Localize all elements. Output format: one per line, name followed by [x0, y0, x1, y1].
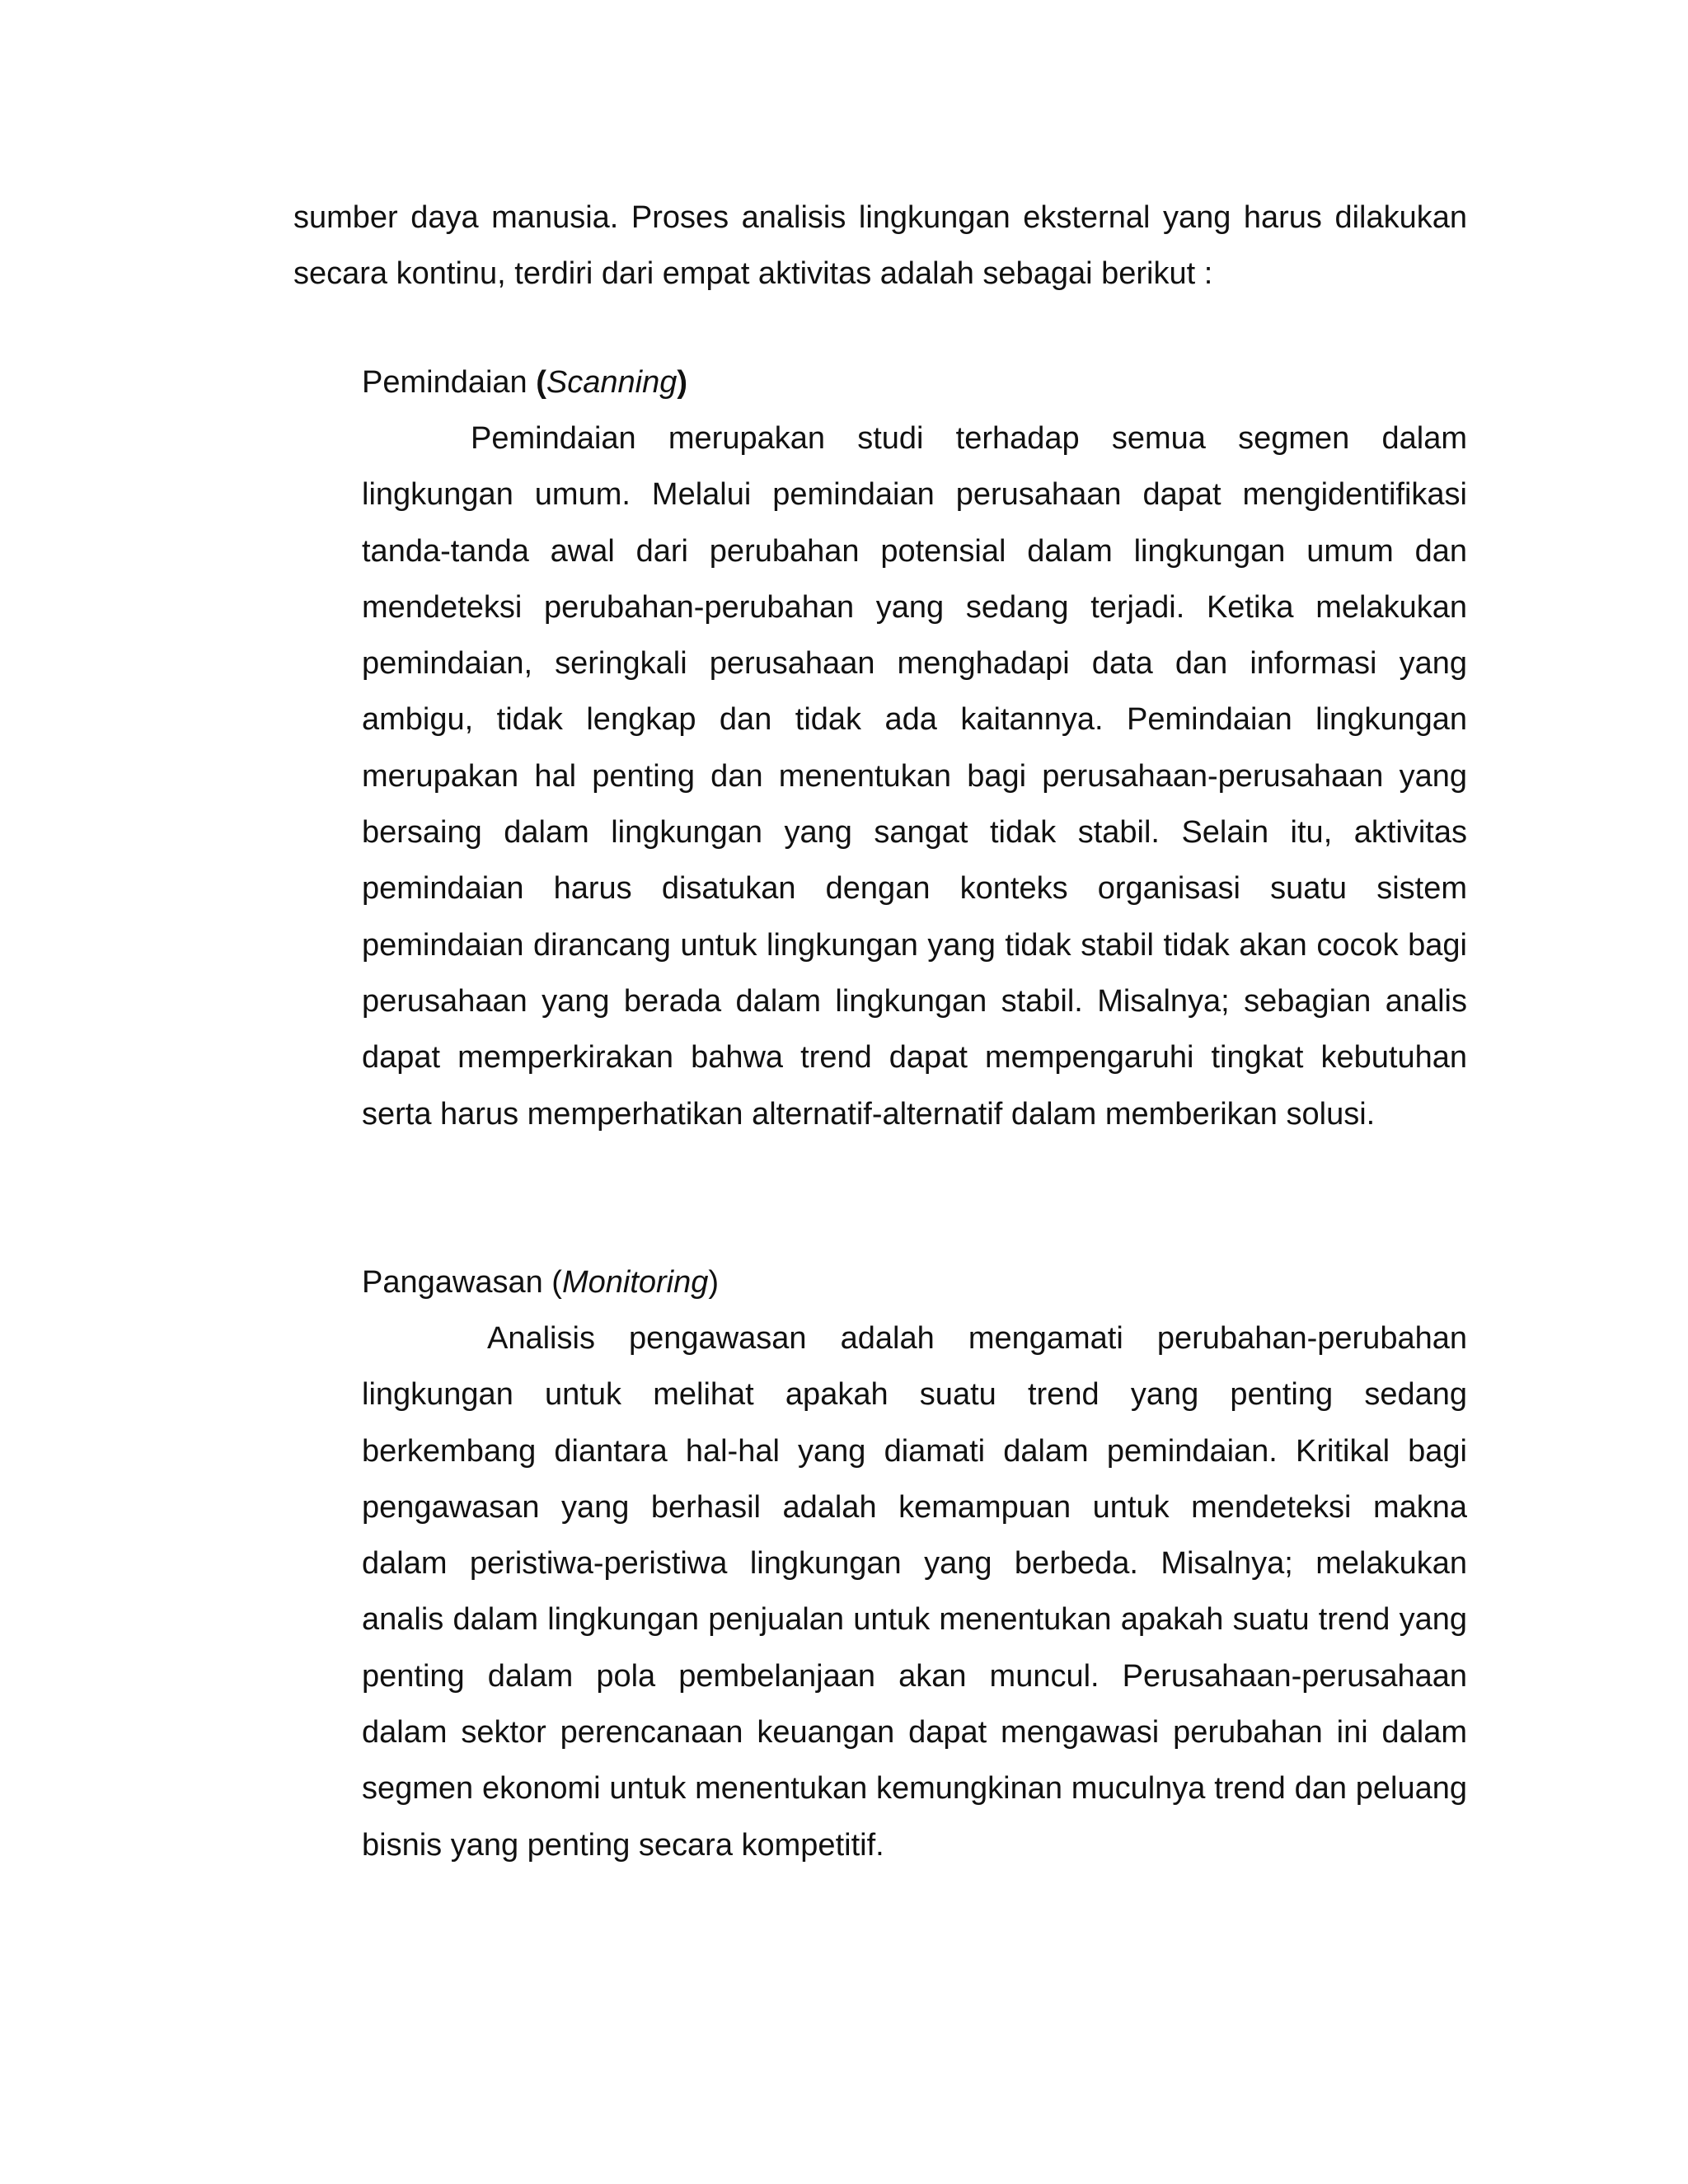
section-body-monitoring: Analisis pengawasan adalah mengamati perubahan-perubahan lingkungan untuk melihat apakah suatu trend yang penting sedang berkembang diantara hal-hal yang diamati dalam pemindaian. Kritikal bagi pengawasan yang berhasil adalah kemampuan untuk mendeteksi makna dalam peristiwa-peristiwa lingkungan yang berbeda. Misalnya; melakukan analis dalam lingkungan penjualan untuk menentukan apakah suatu trend yang penting dalam pola pembelanjaan akan muncul. Perusahaan-perusahaan dalam sektor perencanaan keuangan dapat mengawasi perubahan ini dalam segmen ekonomi untuk menentukan kemungkinan muculnya trend dan peluang bisnis yang penting secara kompetitif.: [362, 1321, 1467, 1863]
intro-paragraph: sumber daya manusia. Proses analisis lingkungan eksternal yang harus dilakukan secara kontinu, terdiri dari empat aktivitas adalah sebagai berikut :: [293, 200, 1467, 291]
heading-term: Monitoring: [561, 1265, 709, 1300]
section-heading-monitoring: [362, 1254, 1467, 1310]
section-heading-scanning: [362, 354, 1467, 410]
heading-term: Scanning: [546, 365, 678, 400]
section-monitoring: [362, 1254, 1467, 1873]
section-body-scanning: Pemindaian merupakan studi terhadap semua segmen dalam lingkungan umum. Melalui pemindaian perusahaan dapat mengidentifikasi tanda-tanda awal dari perubahan potensial dalam lingkungan umum dan mendeteksi perubahan-perubahan yang sedang terjadi. Ketika melakukan pemindaian, seringkali perusahaan menghadapi data dan informasi yang ambigu, tidak lengkap dan tidak ada kaitannya. Pemindaian lingkungan merupakan hal penting dan menentukan bagi perusahaan-perusahaan yang bersaing dalam lingkungan yang sangat tidak stabil. Selain itu, aktivitas pemindaian harus disatukan dengan konteks organisasi suatu sistem pemindaian dirancang untuk lingkungan yang tidak stabil tidak akan cocok bagi perusahaan yang berada dalam lingkungan stabil. Misalnya; sebagian analis dapat memperkirakan bahwa trend dapat mempengaruhi tingkat kebutuhan serta harus memperhatikan alternatif-alternatif dalam memberikan solusi.: [362, 421, 1467, 1132]
heading-close-paren: ): [708, 1265, 720, 1300]
section-scanning: [362, 354, 1467, 1142]
heading-prefix: Pangawasan: [362, 1265, 552, 1300]
heading-close-paren: ): [677, 365, 688, 400]
heading-prefix: Pemindaian: [362, 365, 537, 400]
heading-open-paren: (: [536, 365, 546, 400]
heading-open-paren: (: [551, 1265, 562, 1300]
